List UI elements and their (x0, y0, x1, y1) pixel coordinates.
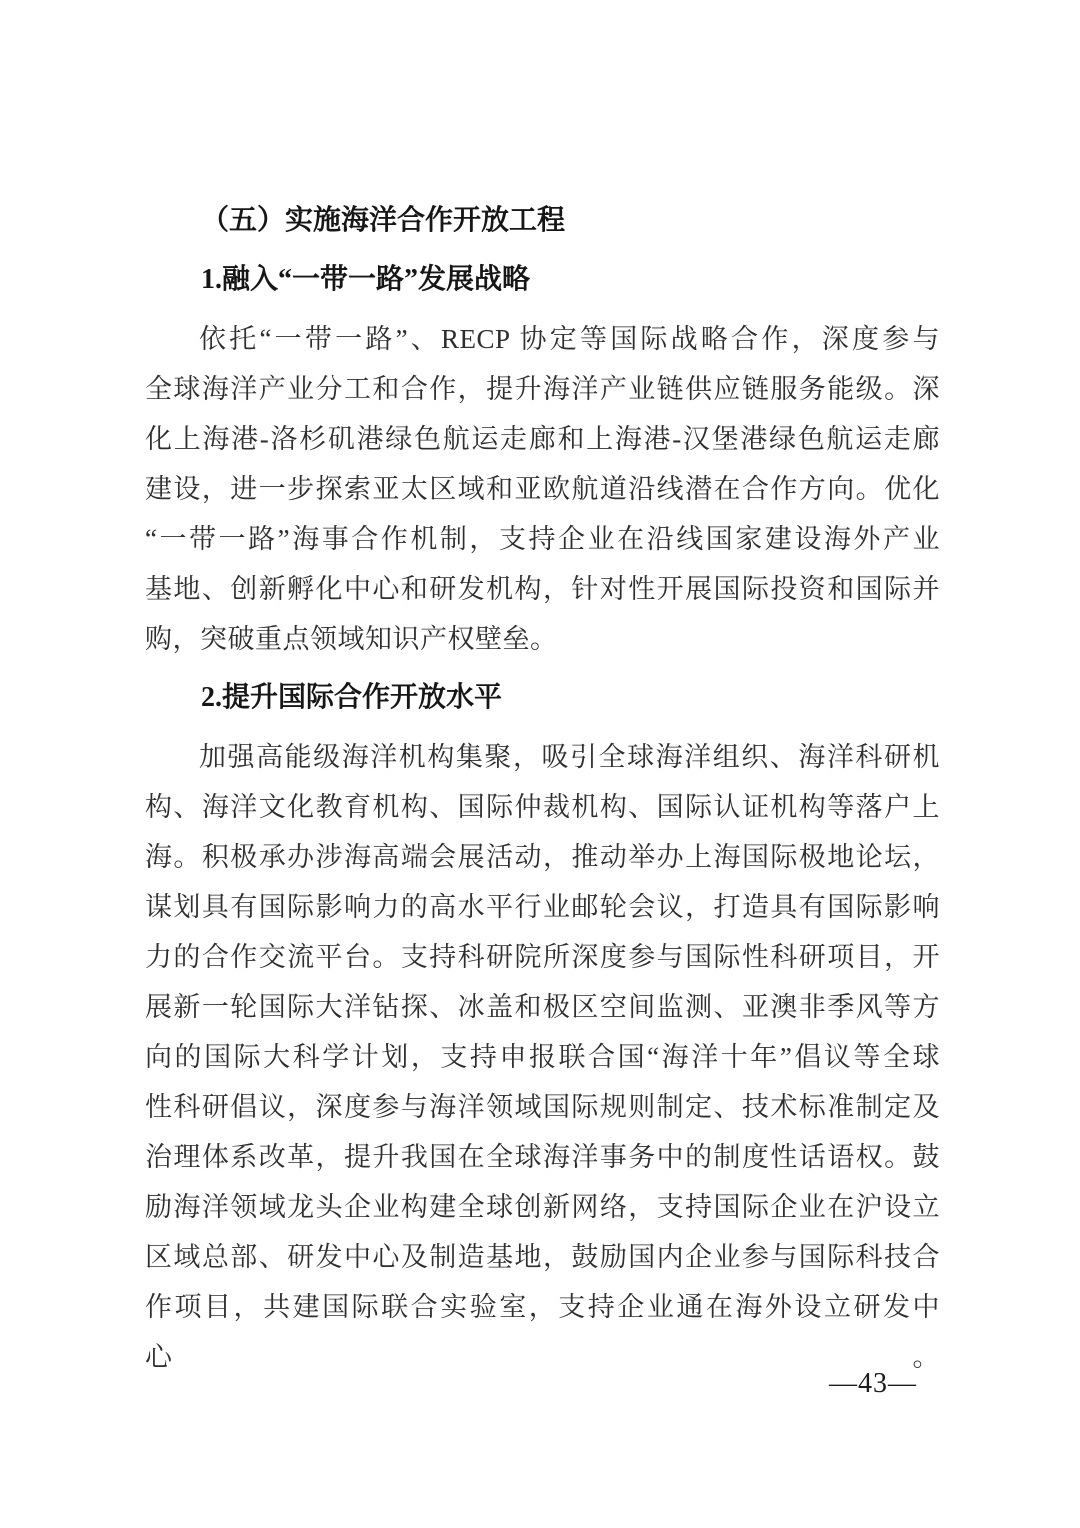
subsection-heading: 2.提升国际合作开放水平 (201, 682, 503, 713)
body-paragraph (145, 732, 940, 1382)
page-number: —43— (829, 1368, 917, 1399)
text-line: 励海洋领域龙头企业构建全球创新网络，支持国际企业在沪设立 (145, 1192, 940, 1222)
text-line: 全球海洋产业分工和合作，提升海洋产业链供应链服务能级。深 (145, 374, 940, 404)
text-line: 化上海港-洛杉矶港绿色航运走廊和上海港-汉堡港绿色航运走廊 (145, 424, 940, 454)
text-line: 海。积极承办涉海高端会展活动，推动举办上海国际极地论坛， (145, 842, 940, 872)
subsection-heading: 1.融入“一带一路”发展战略 (201, 264, 531, 295)
text-line: 向的国际大科学计划，支持申报联合国“海洋十年”倡议等全球 (145, 1042, 940, 1072)
text-line: 谋划具有国际影响力的高水平行业邮轮会议，打造具有国际影响 (145, 892, 940, 922)
text-line: 力的合作交流平台。支持科研院所深度参与国际性科研项目，开 (145, 942, 940, 972)
text-line: “一带一路”海事合作机制，支持企业在沿线国家建设海外产业 (145, 524, 940, 554)
text-line: 作项目，共建国际联合实验室，支持企业通在海外设立研发中心。 (145, 1292, 940, 1372)
text-line: 加强高能级海洋机构集聚，吸引全球海洋组织、海洋科研机 (199, 742, 940, 772)
text-line: 性科研倡议，深度参与海洋领域国际规则制定、技术标准制定及 (145, 1092, 940, 1122)
body-paragraph (145, 314, 940, 664)
text-line: 治理体系改革，提升我国在全球海洋事务中的制度性话语权。鼓 (145, 1142, 940, 1172)
text-line: 依托“一带一路”、RECP 协定等国际战略合作，深度参与 (199, 324, 940, 354)
text-line: 基地、创新孵化中心和研发机构，针对性开展国际投资和国际并 (145, 574, 940, 604)
text-line: 区域总部、研发中心及制造基地，鼓励国内企业参与国际科技合 (145, 1242, 940, 1272)
text-line: 购，突破重点领域知识产权壁垒。 (145, 624, 558, 654)
document-body (145, 196, 940, 1382)
section-heading: （五）实施海洋合作开放工程 (201, 205, 566, 236)
text-line: 构、海洋文化教育机构、国际仲裁机构、国际认证机构等落户上 (145, 792, 940, 822)
text-line: 建设，进一步探索亚太区域和亚欧航道沿线潜在合作方向。优化 (145, 474, 940, 504)
text-line: 展新一轮国际大洋钻探、冰盖和极区空间监测、亚澳非季风等方 (145, 992, 940, 1022)
